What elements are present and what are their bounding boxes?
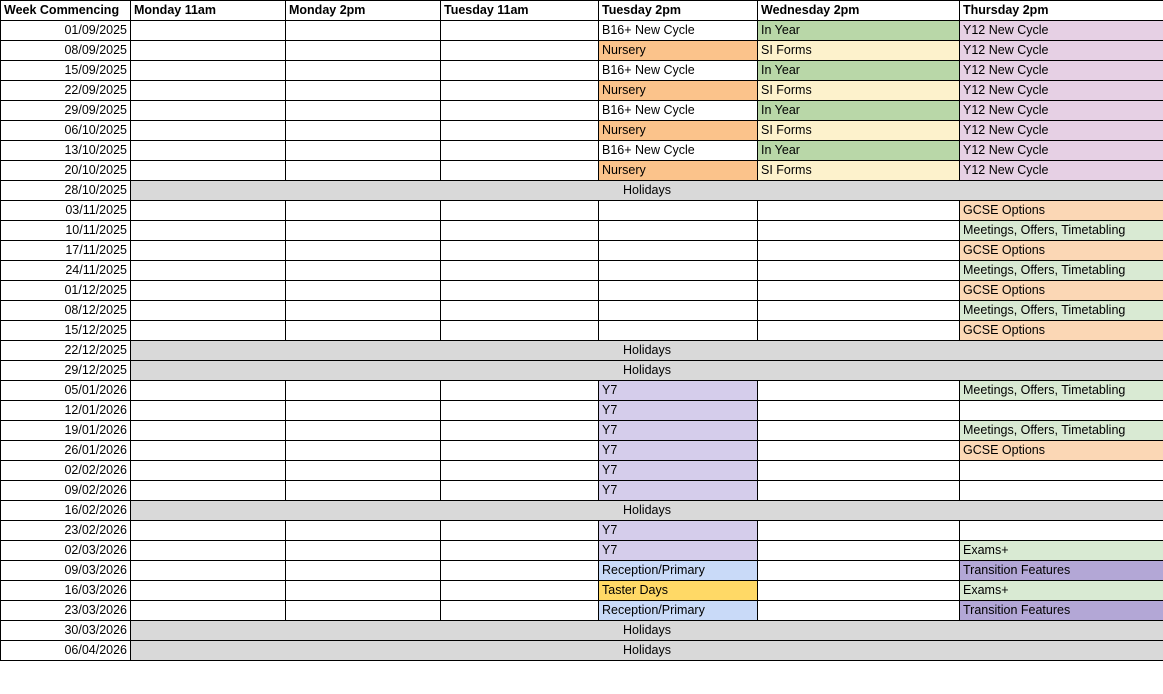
week-commencing-cell: 16/03/2026	[1, 581, 131, 601]
empty-cell	[286, 301, 441, 321]
week-commencing-cell: 19/01/2026	[1, 421, 131, 441]
table-row	[1, 261, 1163, 281]
table-row	[1, 601, 1163, 621]
week-commencing-cell: 09/02/2026	[1, 481, 131, 501]
empty-cell	[131, 21, 286, 41]
table-row	[1, 41, 1163, 61]
event-cell: B16+ New Cycle	[599, 21, 758, 41]
table-row	[1, 321, 1163, 341]
empty-cell	[286, 141, 441, 161]
empty-cell	[286, 421, 441, 441]
event-cell: Transition Features	[960, 561, 1163, 581]
empty-cell	[599, 241, 758, 261]
empty-cell	[286, 81, 441, 101]
empty-cell	[286, 281, 441, 301]
table-row	[1, 21, 1163, 41]
empty-cell	[131, 141, 286, 161]
event-cell: Nursery	[599, 41, 758, 61]
table-row	[1, 461, 1163, 481]
event-cell: In Year	[758, 101, 960, 121]
empty-cell	[286, 521, 441, 541]
event-cell: Meetings, Offers, Timetabling	[960, 381, 1163, 401]
empty-cell	[286, 261, 441, 281]
event-cell: SI Forms	[758, 41, 960, 61]
week-commencing-cell: 20/10/2025	[1, 161, 131, 181]
empty-cell	[758, 281, 960, 301]
week-commencing-cell: 05/01/2026	[1, 381, 131, 401]
empty-cell	[758, 561, 960, 581]
holiday-cell: Holidays	[131, 501, 1163, 521]
empty-cell	[758, 301, 960, 321]
empty-cell	[441, 461, 599, 481]
column-header-wed2: Wednesday 2pm	[758, 1, 960, 21]
empty-cell	[441, 161, 599, 181]
event-cell: Y7	[599, 461, 758, 481]
column-header-mon11: Monday 11am	[131, 1, 286, 21]
empty-cell	[441, 121, 599, 141]
empty-cell	[758, 461, 960, 481]
week-commencing-cell: 29/09/2025	[1, 101, 131, 121]
empty-cell	[758, 401, 960, 421]
empty-cell	[758, 321, 960, 341]
header-row	[1, 1, 1163, 21]
table-row	[1, 201, 1163, 221]
empty-cell	[131, 601, 286, 621]
empty-cell	[131, 161, 286, 181]
empty-cell	[758, 481, 960, 501]
holiday-cell: Holidays	[131, 361, 1163, 381]
event-cell: Y7	[599, 381, 758, 401]
empty-cell	[131, 381, 286, 401]
event-cell: Y7	[599, 401, 758, 421]
empty-cell	[441, 81, 599, 101]
event-cell: SI Forms	[758, 81, 960, 101]
table-row	[1, 61, 1163, 81]
table-row	[1, 161, 1163, 181]
empty-cell	[441, 141, 599, 161]
empty-cell	[286, 221, 441, 241]
week-commencing-cell: 13/10/2025	[1, 141, 131, 161]
empty-cell	[758, 441, 960, 461]
empty-cell	[286, 201, 441, 221]
event-cell: Y7	[599, 481, 758, 501]
empty-cell	[960, 481, 1163, 501]
empty-cell	[131, 321, 286, 341]
event-cell: B16+ New Cycle	[599, 61, 758, 81]
event-cell: GCSE Options	[960, 441, 1163, 461]
week-commencing-cell: 24/11/2025	[1, 261, 131, 281]
week-commencing-cell: 01/12/2025	[1, 281, 131, 301]
week-commencing-cell: 22/12/2025	[1, 341, 131, 361]
empty-cell	[286, 601, 441, 621]
empty-cell	[441, 281, 599, 301]
table-row	[1, 621, 1163, 641]
event-cell: Y7	[599, 521, 758, 541]
week-commencing-cell: 16/02/2026	[1, 501, 131, 521]
event-cell: GCSE Options	[960, 241, 1163, 261]
table-row	[1, 241, 1163, 261]
week-commencing-cell: 02/03/2026	[1, 541, 131, 561]
empty-cell	[441, 21, 599, 41]
empty-cell	[131, 221, 286, 241]
week-commencing-cell: 03/11/2025	[1, 201, 131, 221]
table-row	[1, 101, 1163, 121]
empty-cell	[286, 241, 441, 261]
empty-cell	[599, 201, 758, 221]
empty-cell	[960, 521, 1163, 541]
empty-cell	[131, 301, 286, 321]
event-cell: Y12 New Cycle	[960, 41, 1163, 61]
event-cell: Reception/Primary	[599, 561, 758, 581]
event-cell: Y12 New Cycle	[960, 21, 1163, 41]
empty-cell	[758, 601, 960, 621]
empty-cell	[131, 581, 286, 601]
empty-cell	[286, 461, 441, 481]
empty-cell	[286, 401, 441, 421]
empty-cell	[131, 541, 286, 561]
empty-cell	[441, 261, 599, 281]
event-cell: In Year	[758, 141, 960, 161]
event-cell: Taster Days	[599, 581, 758, 601]
empty-cell	[286, 381, 441, 401]
event-cell: Meetings, Offers, Timetabling	[960, 421, 1163, 441]
event-cell: Reception/Primary	[599, 601, 758, 621]
column-header-mon2: Monday 2pm	[286, 1, 441, 21]
empty-cell	[441, 321, 599, 341]
empty-cell	[286, 561, 441, 581]
week-commencing-cell: 06/04/2026	[1, 641, 131, 661]
empty-cell	[758, 261, 960, 281]
week-commencing-cell: 01/09/2025	[1, 21, 131, 41]
empty-cell	[286, 121, 441, 141]
column-header-tue2: Tuesday 2pm	[599, 1, 758, 21]
event-cell: SI Forms	[758, 161, 960, 181]
week-commencing-cell: 06/10/2025	[1, 121, 131, 141]
empty-cell	[131, 101, 286, 121]
empty-cell	[441, 401, 599, 421]
empty-cell	[286, 101, 441, 121]
week-commencing-cell: 08/12/2025	[1, 301, 131, 321]
empty-cell	[960, 401, 1163, 421]
empty-cell	[131, 281, 286, 301]
event-cell: Y7	[599, 541, 758, 561]
table-row	[1, 181, 1163, 201]
empty-cell	[441, 301, 599, 321]
empty-cell	[758, 381, 960, 401]
table-row	[1, 561, 1163, 581]
empty-cell	[286, 161, 441, 181]
event-cell: Exams+	[960, 581, 1163, 601]
empty-cell	[441, 541, 599, 561]
empty-cell	[131, 61, 286, 81]
event-cell: Meetings, Offers, Timetabling	[960, 261, 1163, 281]
empty-cell	[131, 81, 286, 101]
empty-cell	[441, 601, 599, 621]
week-commencing-cell: 02/02/2026	[1, 461, 131, 481]
empty-cell	[758, 581, 960, 601]
table-row	[1, 541, 1163, 561]
event-cell: In Year	[758, 61, 960, 81]
empty-cell	[286, 41, 441, 61]
event-cell: B16+ New Cycle	[599, 141, 758, 161]
event-cell: SI Forms	[758, 121, 960, 141]
empty-cell	[286, 321, 441, 341]
week-commencing-cell: 12/01/2026	[1, 401, 131, 421]
event-cell: Y12 New Cycle	[960, 61, 1163, 81]
event-cell: Y12 New Cycle	[960, 121, 1163, 141]
empty-cell	[131, 421, 286, 441]
table-row	[1, 441, 1163, 461]
event-cell: GCSE Options	[960, 281, 1163, 301]
empty-cell	[441, 561, 599, 581]
event-cell: Y7	[599, 421, 758, 441]
table-row	[1, 121, 1163, 141]
empty-cell	[286, 541, 441, 561]
column-header-week: Week Commencing	[1, 1, 131, 21]
table-row	[1, 581, 1163, 601]
event-cell: In Year	[758, 21, 960, 41]
event-cell: Meetings, Offers, Timetabling	[960, 301, 1163, 321]
event-cell: Nursery	[599, 161, 758, 181]
empty-cell	[441, 201, 599, 221]
event-cell: Exams+	[960, 541, 1163, 561]
empty-cell	[131, 261, 286, 281]
table-row	[1, 81, 1163, 101]
empty-cell	[131, 481, 286, 501]
empty-cell	[441, 61, 599, 81]
table-header	[1, 1, 1163, 21]
empty-cell	[758, 221, 960, 241]
table-row	[1, 501, 1163, 521]
empty-cell	[131, 461, 286, 481]
empty-cell	[131, 521, 286, 541]
event-cell: B16+ New Cycle	[599, 101, 758, 121]
week-commencing-cell: 29/12/2025	[1, 361, 131, 381]
table-row	[1, 421, 1163, 441]
week-commencing-cell: 22/09/2025	[1, 81, 131, 101]
empty-cell	[441, 521, 599, 541]
event-cell: Nursery	[599, 81, 758, 101]
week-commencing-cell: 30/03/2026	[1, 621, 131, 641]
empty-cell	[599, 221, 758, 241]
event-cell: Y7	[599, 441, 758, 461]
empty-cell	[599, 261, 758, 281]
empty-cell	[441, 481, 599, 501]
table-row	[1, 481, 1163, 501]
holiday-cell: Holidays	[131, 341, 1163, 361]
table-row	[1, 301, 1163, 321]
week-commencing-cell: 15/09/2025	[1, 61, 131, 81]
empty-cell	[131, 201, 286, 221]
week-commencing-cell: 15/12/2025	[1, 321, 131, 341]
empty-cell	[758, 201, 960, 221]
empty-cell	[131, 121, 286, 141]
empty-cell	[131, 41, 286, 61]
empty-cell	[758, 521, 960, 541]
empty-cell	[286, 441, 441, 461]
column-header-thu2: Thursday 2pm	[960, 1, 1163, 21]
empty-cell	[599, 321, 758, 341]
table-body	[1, 21, 1163, 661]
week-commencing-cell: 23/03/2026	[1, 601, 131, 621]
event-cell: GCSE Options	[960, 201, 1163, 221]
empty-cell	[758, 241, 960, 261]
week-commencing-cell: 08/09/2025	[1, 41, 131, 61]
week-commencing-cell: 10/11/2025	[1, 221, 131, 241]
holiday-cell: Holidays	[131, 641, 1163, 661]
week-commencing-cell: 28/10/2025	[1, 181, 131, 201]
table-row	[1, 641, 1163, 661]
week-commencing-cell: 26/01/2026	[1, 441, 131, 461]
event-cell: GCSE Options	[960, 321, 1163, 341]
empty-cell	[441, 221, 599, 241]
empty-cell	[131, 561, 286, 581]
table-row	[1, 361, 1163, 381]
table-row	[1, 341, 1163, 361]
empty-cell	[441, 241, 599, 261]
empty-cell	[960, 461, 1163, 481]
empty-cell	[441, 581, 599, 601]
column-header-tue11: Tuesday 11am	[441, 1, 599, 21]
empty-cell	[286, 61, 441, 81]
event-cell: Y12 New Cycle	[960, 141, 1163, 161]
event-cell: Y12 New Cycle	[960, 161, 1163, 181]
empty-cell	[758, 421, 960, 441]
event-cell: Y12 New Cycle	[960, 81, 1163, 101]
empty-cell	[441, 441, 599, 461]
table-row	[1, 381, 1163, 401]
table-row	[1, 281, 1163, 301]
empty-cell	[131, 241, 286, 261]
table-row	[1, 221, 1163, 241]
empty-cell	[131, 441, 286, 461]
empty-cell	[441, 381, 599, 401]
empty-cell	[441, 101, 599, 121]
table-row	[1, 401, 1163, 421]
event-cell: Meetings, Offers, Timetabling	[960, 221, 1163, 241]
empty-cell	[131, 401, 286, 421]
week-commencing-cell: 23/02/2026	[1, 521, 131, 541]
empty-cell	[599, 301, 758, 321]
holiday-cell: Holidays	[131, 621, 1163, 641]
holiday-cell: Holidays	[131, 181, 1163, 201]
event-cell: Transition Features	[960, 601, 1163, 621]
event-cell: Nursery	[599, 121, 758, 141]
week-commencing-cell: 17/11/2025	[1, 241, 131, 261]
table-row	[1, 141, 1163, 161]
empty-cell	[441, 41, 599, 61]
empty-cell	[441, 421, 599, 441]
empty-cell	[286, 481, 441, 501]
week-commencing-cell: 09/03/2026	[1, 561, 131, 581]
empty-cell	[758, 541, 960, 561]
event-cell: Y12 New Cycle	[960, 101, 1163, 121]
table-row	[1, 521, 1163, 541]
empty-cell	[286, 581, 441, 601]
empty-cell	[286, 21, 441, 41]
empty-cell	[599, 281, 758, 301]
